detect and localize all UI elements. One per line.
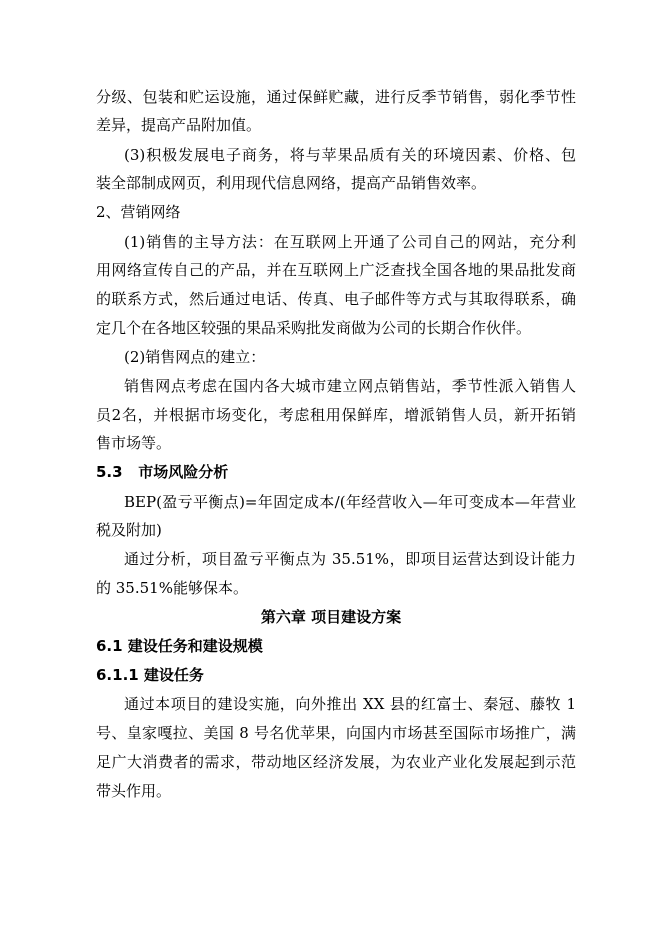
paragraph-line: 定几个在各地区较强的果品采购批发商做为公司的长期合作伙伴。 <box>96 319 532 337</box>
section-heading-5-3: 5.3 市场风险分析 <box>96 463 229 481</box>
section-heading-marketing: 2、营销网络 <box>96 203 181 221</box>
paragraph-line: 号、皇家嘎拉、美国 8 号名优苹果，向国内市场甚至国际市场推广，满 <box>96 724 576 742</box>
section-heading-6-1: 6.1 建设任务和建设规模 <box>96 637 263 655</box>
paragraph-line: 通过本项目的建设实施，向外推出 XX 县的红富士、秦冠、藤牧 1 <box>124 695 576 713</box>
paragraph-line: 销售网点考虑在国内各大城市建立网点销售站，季节性派入销售人 <box>124 377 576 395</box>
paragraph-line: 足广大消费者的需求，带动地区经济发展，为农业产业化发展起到示范 <box>96 753 576 771</box>
paragraph-line: 售市场等。 <box>96 434 172 452</box>
paragraph-line: (1)销售的主导方法：在互联网上开通了公司自己的网站，充分利 <box>124 233 576 251</box>
chapter-title: 第六章 项目建设方案 <box>260 608 402 626</box>
paragraph-line: 税及附加) <box>96 521 162 539</box>
paragraph-line: 分级、包装和贮运设施，通过保鲜贮藏，进行反季节销售，弱化季节性 <box>96 88 576 106</box>
paragraph-line: 的 35.51%能够保本。 <box>96 579 248 597</box>
section-heading-6-1-1: 6.1.1 建设任务 <box>96 666 204 684</box>
paragraph-line: (2)销售网点的建立： <box>124 348 266 366</box>
paragraph-line: 通过分析，项目盈亏平衡点为 35.51%，即项目运营达到设计能力 <box>124 550 576 568</box>
paragraph-line: 员2名，并根据市场变化，考虑租用保鲜库，增派销售人员，新开拓销 <box>96 406 576 424</box>
paragraph-line: 差异，提高产品附加值。 <box>96 116 262 134</box>
paragraph-line: (3)积极发展电子商务，将与苹果品质有关的环境因素、价格、包 <box>124 146 576 164</box>
paragraph-line: 的联系方式，然后通过电话、传真、电子邮件等方式与其取得联系，确 <box>96 290 576 308</box>
paragraph-line: BEP(盈亏平衡点)=年固定成本/(年经营收入—年可变成本—年营业 <box>124 493 576 511</box>
paragraph-line: 带头作用。 <box>96 782 172 800</box>
paragraph-line: 用网络宣传自己的产品，并在互联网上广泛查找全国各地的果品批发商 <box>96 261 576 279</box>
paragraph-line: 装全部制成网页，利用现代信息网络，提高产品销售效率。 <box>96 174 487 192</box>
